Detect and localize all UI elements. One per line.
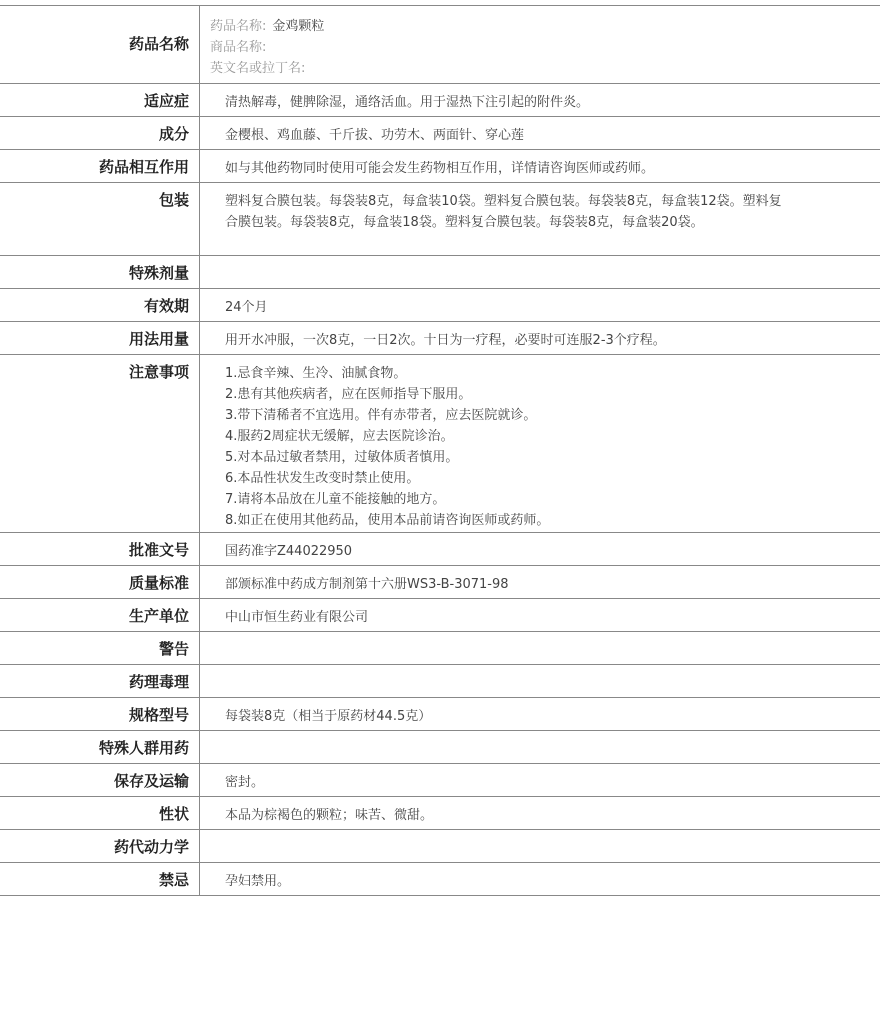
row-value	[200, 256, 880, 288]
row-interaction	[0, 150, 880, 183]
row-toxicology	[0, 665, 880, 698]
row-special-groups	[0, 731, 880, 764]
english-name-line	[210, 58, 324, 79]
row-label: 成分	[0, 117, 200, 149]
row-label: 规格型号	[0, 698, 200, 730]
row-label: 保存及运输	[0, 764, 200, 796]
row-label: 药品名称	[0, 6, 200, 83]
precaution-item: 2.患有其他疾病者，应在医师指导下服用。	[225, 387, 472, 402]
row-standard	[0, 566, 880, 599]
row-value	[200, 665, 880, 697]
row-value: 用开水冲服，一次8克，一日2次。十日为一疗程，必要时可连服2-3个疗程。	[225, 333, 666, 348]
row-approval	[0, 533, 880, 566]
trade-name-key: 商品名称:	[210, 40, 267, 55]
row-value: 清热解毒，健脾除湿，通络活血。用于湿热下注引起的附件炎。	[225, 95, 590, 110]
row-value: 中山市恒生药业有限公司	[225, 610, 369, 625]
row-drug-name	[0, 6, 880, 84]
row-value: 金樱根、鸡血藤、千斤拔、功劳木、两面针、穿心莲	[225, 128, 525, 143]
row-label: 用法用量	[0, 322, 200, 354]
row-label: 注意事项	[0, 355, 200, 532]
precaution-item: 3.带下清稀者不宜选用。伴有赤带者，应去医院就诊。	[225, 408, 537, 423]
english-name-key: 英文名或拉丁名:	[210, 61, 306, 76]
row-indication	[0, 84, 880, 117]
row-value	[200, 355, 880, 532]
row-label: 药代动力学	[0, 830, 200, 862]
generic-name-value: 金鸡颗粒	[272, 19, 325, 34]
row-label: 质量标准	[0, 566, 200, 598]
row-label: 性状	[0, 797, 200, 829]
row-ingredients	[0, 117, 880, 150]
row-value: 如与其他药物同时使用可能会发生药物相互作用，详情请咨询医师或药师。	[225, 161, 655, 176]
row-usage	[0, 322, 880, 355]
row-storage	[0, 764, 880, 797]
row-packaging	[0, 183, 880, 256]
row-value: 每袋装8克（相当于原药材44.5克）	[225, 709, 432, 724]
drug-info-table	[0, 5, 880, 896]
row-precautions	[0, 355, 880, 533]
row-label: 禁忌	[0, 863, 200, 895]
row-value	[200, 731, 880, 763]
row-value: 国药准字Z44022950	[225, 544, 353, 559]
row-shelf-life	[0, 289, 880, 322]
row-label: 药理毒理	[0, 665, 200, 697]
name-block	[200, 6, 334, 83]
precaution-item: 8.如正在使用其他药品，使用本品前请咨询医师或药师。	[225, 513, 550, 528]
row-pharmacokinetics	[0, 830, 880, 863]
row-label: 特殊人群用药	[0, 731, 200, 763]
row-contraindications	[0, 863, 880, 896]
row-value: 密封。	[225, 775, 265, 790]
row-value	[200, 632, 880, 664]
precaution-item: 1.忌食辛辣、生冷、油腻食物。	[225, 366, 407, 381]
precaution-item: 4.服药2周症状无缓解，应去医院诊治。	[225, 429, 454, 444]
row-label: 包装	[0, 183, 200, 255]
precaution-item: 5.对本品过敏者禁用，过敏体质者慎用。	[225, 450, 459, 465]
row-label: 生产单位	[0, 599, 200, 631]
row-label: 有效期	[0, 289, 200, 321]
row-value	[200, 830, 880, 862]
generic-name-line	[210, 16, 324, 37]
generic-name-key: 药品名称:	[210, 19, 267, 34]
row-label: 适应症	[0, 84, 200, 116]
row-label: 警告	[0, 632, 200, 664]
row-appearance	[0, 797, 880, 830]
row-label: 特殊剂量	[0, 256, 200, 288]
row-value: 24个月	[225, 300, 268, 315]
row-value: 本品为棕褐色的颗粒；味苦、微甜。	[225, 808, 434, 823]
trade-name-line	[210, 37, 324, 58]
row-special-dosage	[0, 256, 880, 289]
row-value: 塑料复合膜包装。每袋装8克，每盒装10袋。塑料复合膜包装。每袋装8克，每盒装12袋。塑料复合膜包装。每袋装8克，每盒装18袋。塑料复合膜包装。每袋装8克，每盒装20袋。	[225, 194, 782, 230]
row-value: 孕妇禁用。	[225, 874, 291, 889]
row-spec	[0, 698, 880, 731]
precaution-item: 7.请将本品放在儿童不能接触的地方。	[225, 492, 446, 507]
row-manufacturer	[0, 599, 880, 632]
row-label: 药品相互作用	[0, 150, 200, 182]
row-warning	[0, 632, 880, 665]
precaution-item: 6.本品性状发生改变时禁止使用。	[225, 471, 420, 486]
row-label: 批准文号	[0, 533, 200, 565]
row-value: 部颁标准中药成方制剂第十六册WS3-B-3071-98	[225, 577, 509, 592]
